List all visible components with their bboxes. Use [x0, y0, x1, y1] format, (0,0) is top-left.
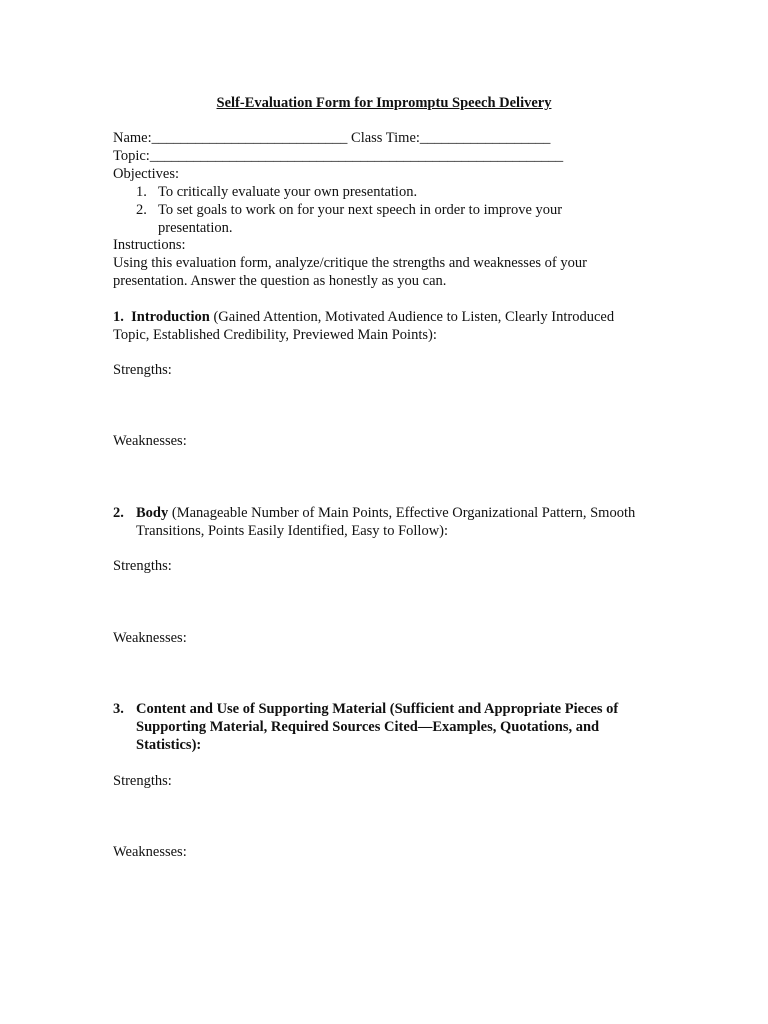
section-title: Body	[136, 505, 169, 521]
section-title: Introduction	[131, 309, 210, 325]
section-content-heading-continued: Statistics):	[136, 737, 202, 753]
section-content-heading-continued: Supporting Material, Required Sources Cited—Examples, Quotations, and	[136, 719, 600, 735]
section-description-continued: Transitions, Points Easily Identified, Easy to Follow):	[136, 523, 449, 539]
instructions-text: Using this evaluation form, analyze/critique the strengths and weaknesses of your	[113, 255, 587, 271]
objective-text: To critically evaluate your own presentation.	[158, 184, 418, 200]
weaknesses-label: Weaknesses:	[113, 433, 187, 449]
strengths-label: Strengths:	[113, 362, 172, 378]
objective-number: 2.	[136, 202, 147, 218]
objectives-label: Objectives:	[113, 166, 180, 182]
section-description-continued: Topic, Established Credibility, Previewed Main Points):	[113, 327, 437, 343]
objective-text: To set goals to work on for your next speech in order to improve your	[158, 202, 563, 218]
section-introduction-heading	[113, 308, 614, 326]
form-title: Self-Evaluation Form for Impromptu Speech Delivery	[216, 95, 552, 111]
weaknesses-label: Weaknesses:	[113, 630, 187, 646]
section-description: (Gained Attention, Motivated Audience to Listen, Clearly Introduced	[209, 309, 615, 325]
weaknesses-label: Weaknesses:	[113, 844, 187, 860]
name-class-time-line: Name:___________________________ Class Time:__________________	[113, 130, 551, 146]
objective-text-continued: presentation.	[158, 220, 233, 236]
strengths-label: Strengths:	[113, 773, 172, 789]
section-content-heading: Content and Use of Supporting Material (Sufficient and Appropriate Pieces of	[136, 701, 619, 717]
instructions-label: Instructions:	[113, 237, 186, 253]
section-body-heading	[136, 504, 635, 522]
section-number: 2.	[113, 505, 124, 521]
instructions-text-continued: presentation. Answer the question as honestly as you can.	[113, 273, 447, 289]
section-description: (Manageable Number of Main Points, Effective Organizational Pattern, Smooth	[168, 505, 636, 521]
objective-number: 1.	[136, 184, 147, 200]
topic-line: Topic:_________________________________________________________	[113, 148, 564, 164]
section-number: 1.	[113, 309, 124, 325]
section-number: 3.	[113, 701, 124, 717]
strengths-label: Strengths:	[113, 558, 172, 574]
